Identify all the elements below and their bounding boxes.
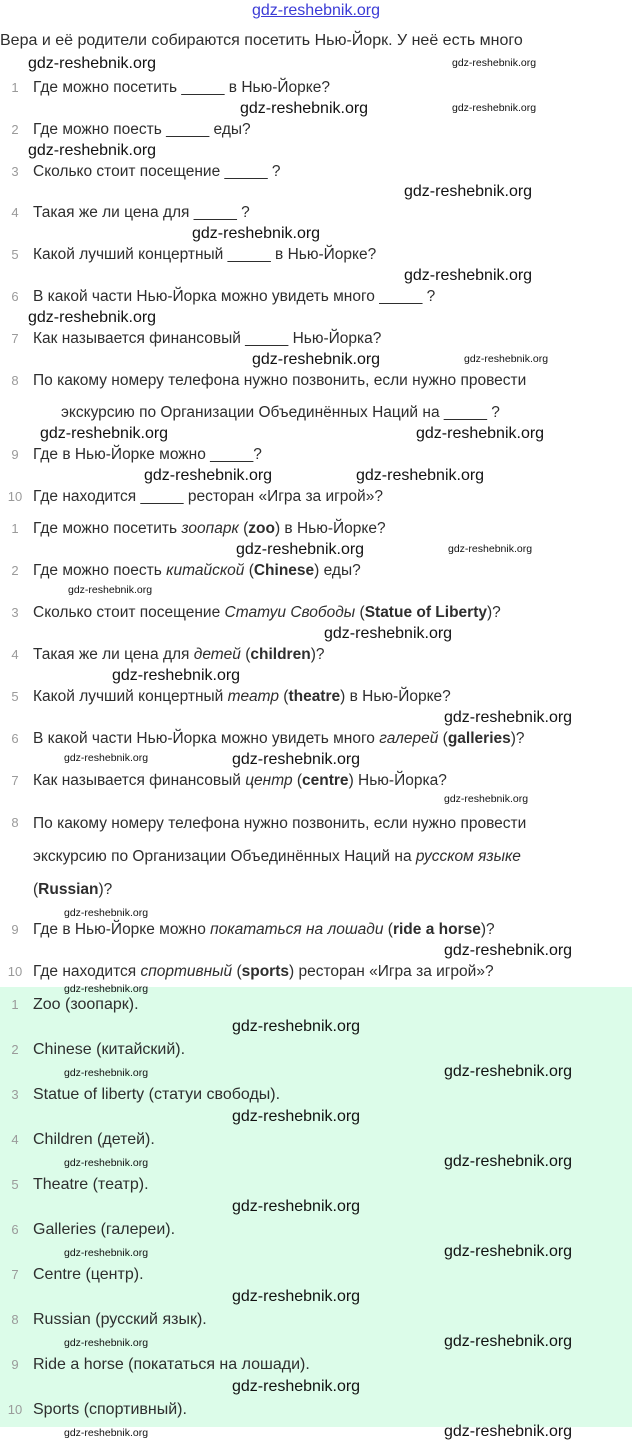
text-before: Где можно посетить (33, 520, 182, 537)
answer-text: Galleries (галереи). (33, 1221, 176, 1238)
english-word: theatre (288, 688, 341, 705)
answer-text: Theatre (театр). (33, 1176, 149, 1193)
russian-word: покататься на лошади (210, 921, 384, 938)
watermark: gdz-reshebnik.org (232, 1288, 361, 1305)
english-word: zoo (248, 520, 275, 537)
watermark: gdz-reshebnik.org (444, 1243, 573, 1260)
text-after: ? (515, 730, 525, 747)
russian-word: русском языке (415, 848, 521, 865)
russian-word: театр (227, 688, 279, 705)
question-number: 10 (7, 489, 23, 504)
question-number: 2 (11, 122, 19, 137)
watermark: gdz-reshebnik.org (444, 1333, 573, 1350)
watermark: gdz-reshebnik.org (452, 57, 537, 69)
watermark: gdz-reshebnik.org (444, 1063, 573, 1080)
english-word: children (250, 646, 311, 663)
text-after: еды? (319, 562, 361, 579)
question-number: 1 (11, 521, 19, 536)
english-word: ride a horse (392, 921, 481, 938)
watermark: gdz-reshebnik.org (64, 1067, 149, 1079)
watermark: gdz-reshebnik.org (404, 183, 533, 200)
text-before: Сколько стоит посещение (33, 604, 225, 621)
text-before: Такая же ли цена для (33, 646, 194, 663)
answer-number: 6 (11, 1222, 19, 1237)
watermark: gdz-reshebnik.org (64, 752, 149, 764)
watermark: gdz-reshebnik.org (192, 225, 321, 242)
text-after: в Нью-Йорке? (280, 520, 386, 537)
watermark: gdz-reshebnik.org (444, 1153, 573, 1170)
answer-number: 8 (11, 1312, 19, 1327)
english-word: galleries (447, 730, 511, 747)
question-line: Какой лучший концертный _____ в Нью-Йорке? (33, 246, 377, 263)
question-number: 5 (11, 689, 19, 704)
answer-number: 2 (11, 1042, 19, 1057)
question-text (33, 329, 592, 349)
question-line: Где можно посетить _____ в Нью-Йорке? (33, 79, 330, 96)
filled-question-text: Как называется финансовый центр (centre) Нью-Йорка? (33, 772, 447, 789)
question-line: Как называется финансовый _____ Нью-Йорка? (33, 330, 382, 347)
answer-number: 10 (7, 1402, 23, 1417)
watermark: gdz-reshebnik.org (444, 942, 573, 959)
text-before: Как называется финансовый (33, 772, 246, 789)
question-number: 3 (11, 164, 19, 179)
watermark: gdz-reshebnik.org (448, 543, 533, 555)
watermark: gdz-reshebnik.org (416, 425, 545, 442)
watermark: gdz-reshebnik.org (444, 1423, 573, 1440)
russian-word: галерей (379, 730, 439, 747)
russian-word: зоопарк (181, 520, 239, 537)
watermark: gdz-reshebnik.org (28, 309, 157, 326)
watermark: gdz-reshebnik.org (64, 907, 149, 919)
watermark: gdz-reshebnik.org (240, 100, 369, 117)
answer-text: Zoo (зоопарк). (33, 996, 139, 1013)
question-number: 3 (11, 605, 19, 620)
question-line: Такая же ли цена для _____ ? (33, 204, 250, 221)
answer-text: Centre (центр). (33, 1266, 144, 1283)
question-line: Где находится _____ ресторан «Игра за игрой»? (33, 488, 383, 505)
answer-text: Statue of liberty (статуи свободы). (33, 1086, 281, 1103)
russian-word: китайской (166, 562, 245, 579)
question-line-2: экскурсию по Организации Объединённых Наций на _____ ? (61, 404, 500, 421)
answer-text: Russian (русский язык). (33, 1311, 207, 1328)
question-text (33, 78, 592, 98)
text-before: Где находится (33, 963, 141, 980)
english-word: Chinese (253, 562, 315, 579)
filled-question-text: Где находится спортивный (sports) ресторан «Игра за игрой»? (33, 963, 494, 980)
russian-word: Статуи Свободы (224, 604, 356, 621)
watermark: gdz-reshebnik.org (64, 1337, 149, 1349)
question-text (33, 487, 592, 507)
site-link[interactable]: gdz-reshebnik.org (251, 2, 381, 19)
text-after: ? (486, 921, 495, 938)
watermark: gdz-reshebnik.org (68, 584, 153, 596)
text-before: Где можно поесть (33, 562, 167, 579)
question-number: 10 (7, 964, 23, 979)
watermark: gdz-reshebnik.org (64, 1427, 149, 1439)
answer-number: 1 (11, 997, 19, 1012)
answer-number: 4 (11, 1132, 19, 1147)
text-after: ресторан «Игра за игрой»? (294, 963, 494, 980)
question-number: 8 (11, 373, 19, 388)
text-after: Нью-Йорка? (353, 772, 447, 789)
question-number: 7 (11, 773, 19, 788)
filled-question-text: Такая же ли цена для детей (children)? (33, 646, 325, 663)
text-after: в Нью-Йорке? (345, 688, 451, 705)
question-number: 8 (11, 815, 19, 830)
watermark: gdz-reshebnik.org (28, 55, 157, 72)
watermark: gdz-reshebnik.org (452, 102, 537, 114)
filled-question-text: Где в Нью-Йорке можно покататься на лошади (ride a horse)? (33, 921, 495, 938)
answer-text: Chinese (китайский). (33, 1041, 186, 1058)
answer-number: 3 (11, 1087, 19, 1102)
intro-text: Вера и её родители собираются посетить Нью-Йорк. У неё есть много (0, 32, 523, 49)
russian-word: детей (193, 646, 241, 663)
question-text (33, 203, 592, 223)
text-after: ? (492, 604, 501, 621)
watermark: gdz-reshebnik.org (232, 1378, 361, 1395)
answer-text: Children (детей). (33, 1131, 155, 1148)
question-number: 4 (11, 205, 19, 220)
filled-question-text: Какой лучший концертный театр (theatre) в Нью-Йорке? (33, 688, 451, 705)
question-text (33, 120, 592, 140)
question-number: 4 (11, 647, 19, 662)
watermark: gdz-reshebnik.org (232, 1018, 361, 1035)
question-number: 9 (11, 447, 19, 462)
question-number: 6 (11, 731, 19, 746)
filled-question-text: Где можно посетить зоопарк (zoo) в Нью-Йорке? (33, 520, 386, 537)
question-text (33, 445, 592, 465)
answer-text: Ride a horse (покататься на лошади). (33, 1356, 310, 1373)
text-before: По какому номеру телефона нужно позвонить, если нужно провести экскурсию по Организации Объединённых Наций на (33, 815, 527, 865)
text-before: В какой части Нью-Йорка можно увидеть много (33, 730, 380, 747)
answer-number: 7 (11, 1267, 19, 1282)
watermark: gdz-reshebnik.org (356, 467, 485, 484)
question-line: Сколько стоит посещение _____ ? (33, 163, 281, 180)
question-line: В какой части Нью-Йорка можно увидеть много _____ ? (33, 288, 436, 305)
question-number: 5 (11, 247, 19, 262)
filled-question-text: По какому номеру телефона нужно позвонить, если нужно провести экскурсию по Организации Объединённых Наций на русском языке (Russian)? (33, 815, 527, 898)
watermark: gdz-reshebnik.org (40, 425, 169, 442)
watermark: gdz-reshebnik.org (28, 142, 157, 159)
watermark: gdz-reshebnik.org (232, 751, 361, 768)
english-word: Statue of Liberty (364, 604, 487, 621)
question-line: По какому номеру телефона нужно позвонить, если нужно провести (33, 372, 527, 389)
russian-word: спортивный (140, 963, 233, 980)
english-word: centre (302, 772, 349, 789)
watermark: gdz-reshebnik.org (236, 541, 365, 558)
watermark: gdz-reshebnik.org (232, 1108, 361, 1125)
filled-question-text: Где можно поесть китайской (Chinese) еды? (33, 562, 361, 579)
watermark: gdz-reshebnik.org (464, 353, 549, 365)
watermark: gdz-reshebnik.org (444, 709, 573, 726)
russian-word: центр (245, 772, 293, 789)
watermark: gdz-reshebnik.org (64, 983, 149, 995)
english-word: Russian (38, 881, 99, 898)
watermark: gdz-reshebnik.org (64, 1247, 149, 1259)
question-number: 9 (11, 922, 19, 937)
question-text (33, 245, 592, 265)
watermark: gdz-reshebnik.org (404, 267, 533, 284)
watermark: gdz-reshebnik.org (64, 1157, 149, 1169)
question-number: 1 (11, 80, 19, 95)
filled-question-text: В какой части Нью-Йорка можно увидеть много галерей (galleries)? (33, 730, 525, 747)
watermark: gdz-reshebnik.org (252, 351, 381, 368)
watermark: gdz-reshebnik.org (112, 667, 241, 684)
answer-text: Sports (спортивный). (33, 1401, 187, 1418)
question-number: 7 (11, 331, 19, 346)
question-text (33, 287, 592, 307)
text-before: Какой лучший концертный (33, 688, 228, 705)
text-before: Где в Нью-Йорке можно (33, 921, 211, 938)
text-after: ? (315, 646, 325, 663)
question-text (33, 162, 592, 182)
watermark: gdz-reshebnik.org (232, 1198, 361, 1215)
watermark: gdz-reshebnik.org (144, 467, 273, 484)
answer-number: 5 (11, 1177, 19, 1192)
question-line: Где в Нью-Йорке можно _____? (33, 446, 262, 463)
watermark: gdz-reshebnik.org (324, 625, 453, 642)
text-after: ? (103, 881, 113, 898)
english-word: sports (241, 963, 289, 980)
question-line: Где можно поесть _____ еды? (33, 121, 251, 138)
watermark: gdz-reshebnik.org (444, 793, 529, 805)
question-number: 2 (11, 563, 19, 578)
question-number: 6 (11, 289, 19, 304)
answer-number: 9 (11, 1357, 19, 1372)
filled-question-text: Сколько стоит посещение Статуи Свободы (Statue of Liberty)? (33, 604, 501, 621)
question-text (33, 371, 592, 423)
